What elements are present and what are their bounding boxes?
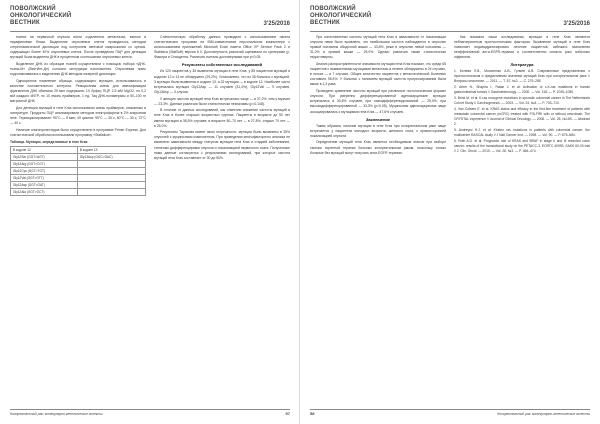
paragraph: При сопоставлении частоты мутаций гена Kras в зависимости от локализации опухоли нами было выявлено, что наибольшая частота наблюдается в опухолях правой половины ободочной кишки — 43,8%, реже в опухолях левой половины — 31,2% и прямой кишки — 25,0%. Однако различия также статистически недостоверны. [310,35,446,60]
table-cell [77,182,145,189]
table-header-cell: В кодоне 12 [11,147,78,154]
paragraph: Статистическую обработку данных проводили с использованием пакета статистических программ на IBM-совместимом персональном компьютере с использованием приложений Microsoft Excel пакета Office XP Service Pack 2 и Statistica (StatSoft) версии 6.0. Достоверность различий оценивали по критериям χ², Фишера и Стьюдента. Различия считали достоверными при p<0,05. [154,35,290,60]
paragraph: Как показали наши исследования, мутации в гене Kras являются неблагоприятным прогностическим фактором. Выявление мутаций в гене Kras позволяет индивидуализировать лечение пациентов, избежать назначения неэффективной анти-EGFR-терапии и соответственно снизить риск побочных эффектов. [454,35,590,60]
table-row [11,154,146,161]
journal-title: ПОВОЛЖСКИЙ ОНКОЛОГИЧЕСКИЙ ВЕСТНИК [10,6,72,26]
paragraph: Однократное плавление образца, содержащего мутацию, использовалось в качестве положительного контроля. Реакционная смесь для амплификации фрагментов ДНК объемом 25 мкл содержала: 1Х буфер ПЦР, 2,5 мМ MgCl2, по 0,2 мМ каждого dNTP, по 10 пмоль праймеров, 1 ед. Taq ДНК-полимеразы и 50–100 нг матричной ДНК. [10,78,146,104]
reference-item: 1. Белева Л.В., Моисеенко А.В., Гуляев А.В. Современные представления о прогностическом и предиктивном значении мутаций Kras при колоректальном раке // Вопросы онкологии. — 2011. — Т. 57, №2. — С. 279–285. [454,69,590,84]
table-header-row [11,147,146,154]
paragraph: Анализ распространенности значимости мутации гена Kras показал, что среди 65 пациентов с выявленными мутациями метастазы в печени обнаружены в 24 случаях, в легких — в 7 случаях. Общее количество пациентов с метастатической болезнью составило 96,5%. У больных с наличием мутаций частота прогрессирования была выше в 1,4 раза. [310,62,446,87]
left-page-columns [10,35,290,404]
table-cell [77,175,145,182]
reference-item: 4. Van Cutsem E. et al. KRAS status and efficacy in the first-line treatment of patients with metastatic colorectal cancer (mCRC) treated with FOLFIRI with or without cetuximab: The CRYSTAL experience // Journal of Clinical Oncology. — 2008. — Vol. 26, №15S. — Abstract 2. [454,107,590,127]
right-page-columns [310,35,590,404]
table-cell: Gly13Asp (GGC>GAC) [77,154,145,161]
section-heading: Результаты собственных исследований [181,62,263,68]
left-column-1 [10,35,146,404]
table-row [11,168,146,175]
table-caption: Таблица. Мутации, определяемые в гене Kras [10,140,88,145]
right-page-footer [310,409,590,418]
table-header-cell: В кодоне 13 [77,147,145,154]
table-cell: Gly12Arg (GGT>CGT) [11,161,78,168]
table-cell: Gly12Val (GGT>GTT) [11,175,78,182]
paragraph: В отличие от данных исследований, мы отметили снижение частоты мутаций в гене Kras в более старших возрастных группах. Пациенты в возрасте до 50 лет имели мутацию в 38,5% случаев, в возрасте 50–70 лет — в 27,8%, старше 70 лет — в 25,0%. [154,108,290,128]
reference-item: 3. Brink M. et al. K-ras oncogene mutations in sporadic colorectal cancer in The Netherlands Cohort Study // Carcinogenesis. — 2003. — Vol. 24, №4. — P. 703–710. [454,96,590,106]
table-cell [77,168,145,175]
table-row [11,182,146,189]
reference-item: 2. Arber N., Shapira I., Ratan J. et al. Activation of c-K-ras mutations in human gastrointestinal tumors // Gastroenterology. — 2000. — Vol. 118. — P. 1045–1050. [454,85,590,95]
references-heading: Литература [510,62,534,68]
table-cell [77,161,145,168]
issue-number: 3'25/2016 [263,21,290,27]
paragraph: Проведено сравнение частоты мутаций при различных гистологических формах опухоли. При умеренно дифференцированной аденокарциноме мутации встречались в 30,8% случаев, при низкодифференцированной — 25,0%, при высокодифференцированной — 33,3% (p>0,05). Муцинозная аденокарцинома чаще ассоциировалась с мутациями гена Kras — 47,6% случаев. [310,89,446,114]
header-divider [310,31,590,32]
footer-text: Колоректальный рак: молекулярно-генетические аспекты [10,412,103,416]
section-heading: Заключение [365,116,391,122]
left-column-2 [154,35,290,404]
right-column-2 [454,35,590,404]
reference-item: 5. Andreyev H.J. et al. Kirsten ras mutations in patients with colorectal cancer: the multicenter RASCAL study // J Natl Cancer Inst. — 1998. — Vol. 90. — P. 675–684. [454,128,590,138]
table-cell: Gly12Ala (GGT>GCT) [11,189,78,196]
paragraph: Наличие олигонуклеотидов было осуществлено в программе Primer Express. Для статистической обработки использовали программу «Statistica». [10,127,146,138]
right-column-1 [310,35,446,404]
page-number: 58 [310,411,315,416]
references-list [454,69,590,154]
paragraph: Выделение ДНК из образцов тканей осуществляли с помощью набора «ДНК-тканы-М» (ВектИнт-Дн) согласно инструкции изготовителя. Опухолевая ткань подготавливалась к выделению ДНК методом лазерной диссекции. [10,62,146,77]
paragraph: Из 120 пациентов у 35 выявлены мутации в гене Kras, у 85 пациентов мутаций в кодонах 12 и 13 не обнаружено (29,2%). Установлено, что из 35 больных с мутацией, 3 мутации были выявлены в кодоне 13, а 32 мутации — в кодоне 12. Наиболее часто встречалась мутация Gly12Asp — 11 случаев (31,4%), Gly12Val — 9 случаев, Gly13Asp — 3 случая. [154,69,290,94]
reference-item: 6. Roth A.D. et al. Prognostic role of KRAS and BRAF in stage II and III resected colon cancer: results of the translational study on the PETACC-3, EORTC 40993, SAKK 60-00 trial // J. Clin. Oncol. — 2010. — Vol. 28, №3. — P. 466–474. [454,139,590,154]
paragraph: Определение мутаций гена Kras является необходимым этапом при выборе тактики таргетной терапии больных колоректальным раком, поскольку только больные без мутаций могут получать анти-EGFR терапию. [310,140,446,155]
paragraph: тканях на первичной опухоли и/или отдаленных метастазах, взятые в парафиновые блоки. Выделение опухолевых клеток проводилось методом стереотаксической диссекции под контролем световой микроскопии со срезов, содержащих более 40% опухолевых клеток. После проведения ПЦР для детекции мутаций была выделена ДНК в процентном соотношении опухолевых клеток. [10,35,146,60]
paragraph: Таким образом, наличие мутации в гене Kras при колоректальном раке чаще встречается у пациентов молодого возраста, женского пола, с правосторонней локализацией опухоли. [310,123,446,138]
right-page [300,0,600,424]
table-row [11,161,146,168]
paragraph: Для детекции мутаций в гене Kras использовали смесь праймеров, описанных в литературе. Продукты ПЦР анализировали методом электрофореза в 2% агарозном геле. Термоциклирование: 95°С — 5 мин; 40 циклов: 95°С — 30 с, 60°С — 30 с, 72°С — 40 с. [10,106,146,126]
footer-text: Колоректальный рак: молекулярно-генетические аспекты [497,412,590,416]
table-cell: Gly12Asp (GGT>GAT) [11,182,78,189]
journal-title: ПОВОЛЖСКИЙ ОНКОЛОГИЧЕСКИЙ ВЕСТНИК [310,6,372,26]
table-row [11,189,146,196]
paragraph: Результаты Тарасова имеют свою погрешность: мутации были выявлены в 35% опухолей с муцинозным компонентом. При проведении многофакторного анализа не выявлено зависимости между статусом мутации гена Kras и стадией заболевания, степенью дифференцировки опухоли и локализацией первичного очага. Полученные нами данные согласуются с результатами исследований, при которых частота мутаций гена Kras составляет от 30 до 50%. [154,130,290,160]
table-cell: Gly12Ser (GGT>AGT) [11,154,78,161]
table-row [11,175,146,182]
header-divider [10,31,290,32]
table-cell [77,189,145,196]
mutation-table [10,146,146,196]
left-page-footer [10,409,290,418]
page-number: 57 [285,411,290,416]
table-cell: Gly12Cys (GGT>TGT) [11,168,78,175]
paragraph: У женщин частота мутаций гена Kras встречалась чаще — в 37,2%, чем у мужчин — 23,3%. Данные различия были статистически незначимы (p=0,148). [154,96,290,106]
issue-number: 3'25/2016 [563,21,590,27]
